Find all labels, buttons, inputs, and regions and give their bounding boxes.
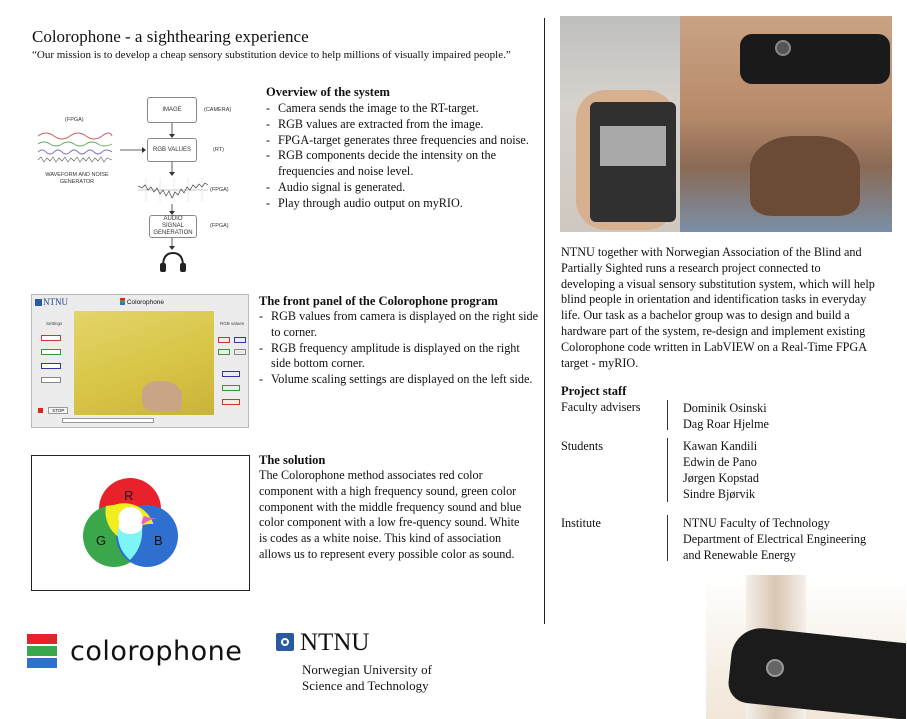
rgb-venn-diagram <box>31 455 250 591</box>
front-panel-heading: The front panel of the Colorophone program <box>259 294 498 308</box>
fpga-mid-tag: (FPGA) <box>210 187 229 193</box>
spectrum-icon <box>138 176 208 204</box>
volume-red-control <box>41 335 61 341</box>
list-item: - RGB components decide the intensity on the frequencies and noise level. <box>266 148 536 180</box>
staff-divider <box>667 438 668 502</box>
stop-icon <box>38 408 43 413</box>
front-panel-list <box>259 309 539 388</box>
staff-heading: Project staff <box>561 384 627 398</box>
role-institute: Institute <box>561 516 601 530</box>
staff-name: Kawan Kandili <box>683 439 758 453</box>
volume-white-control <box>41 377 61 383</box>
list-item: - FPGA-target generates three frequencies and noise. <box>266 133 536 149</box>
panel-app-title: Colorophone <box>120 298 164 306</box>
rgb-values-box: RGB VALUES <box>147 138 197 162</box>
solution-section <box>259 453 525 563</box>
staff-name: Dag Roar Hjelme <box>683 417 769 431</box>
staff-divider <box>667 400 668 430</box>
staff-name: NTNU Faculty of Technology <box>683 516 830 530</box>
rt-tag: (RT) <box>213 147 224 153</box>
label-b: B <box>154 533 163 548</box>
ntnu-logo-icon <box>276 633 294 651</box>
stop-button: STOP <box>38 407 68 414</box>
page-title: Colorophone - a sighthearing experience <box>32 27 309 46</box>
institute-names <box>683 515 866 563</box>
ntnu-square-icon <box>35 299 42 306</box>
ntnu-logo-text: NTNU <box>300 629 370 656</box>
fpga-top-tag: (FPGA) <box>65 117 84 123</box>
staff-name: Sindre Bjørvik <box>683 487 756 501</box>
amp-red-display <box>222 399 240 405</box>
list-item: - RGB frequency amplitude is displayed on the right side bottom corner. <box>259 341 539 373</box>
column-divider <box>544 18 545 624</box>
staff-name: Dominik Osinski <box>683 401 767 415</box>
front-panel-section <box>259 294 539 388</box>
overview-heading: Overview of the system <box>266 85 390 99</box>
headphones-icon <box>158 250 188 274</box>
label-r: R <box>124 488 134 503</box>
list-item: - RGB values from camera is displayed on the right side to corner. <box>259 309 539 341</box>
label-g: G <box>96 533 107 548</box>
device-camera-icon <box>766 659 784 677</box>
list-item: - Audio signal is generated. <box>266 180 536 196</box>
image-box: IMAGE <box>147 97 197 123</box>
waveform-label: WAVEFORM AND NOISE GENERATOR <box>45 172 109 185</box>
camera-feed <box>74 311 214 415</box>
project-description: NTNU together with Norwegian Association of the Blind and Partially Sighted runs a research project connected to developing a visual sensory substitution system, which will help blind people in orientation and identification tasks in everyday life. Our task as a bachelor group was to design and build a hardware part of the system, re-design and implement existing Colorophone code written in LabVIEW on a Real-Time FPGA target - myRIO. <box>561 245 875 370</box>
staff-divider <box>667 515 668 561</box>
amp-green-display <box>222 385 240 391</box>
solution-heading: The solution <box>259 453 326 467</box>
rgb-white-display <box>234 349 246 355</box>
panel-rgb-values-label: RGB values <box>220 321 245 326</box>
staff-name: and Renewable Energy <box>683 548 796 562</box>
mission-statement: “Our mission is to develop a cheap sensory substitution device to help millions of visually impaired people.” <box>32 49 511 61</box>
fpga-bottom-tag: (FPGA) <box>210 223 229 229</box>
rgb-green-display <box>218 349 230 355</box>
role-faculty: Faculty advisers <box>561 400 641 414</box>
goggles-camera-icon <box>775 40 791 56</box>
beard <box>750 136 860 216</box>
person-with-device-photo <box>560 16 892 232</box>
panel-ntnu-logo: NTNU <box>35 297 68 307</box>
colorophone-logo-icon <box>27 634 57 670</box>
rgb-blue-display <box>234 337 246 343</box>
ntnu-subtitle: Norwegian University of Science and Technology <box>302 662 432 693</box>
myrio-label <box>600 126 666 166</box>
list-item: - Camera sends the image to the RT-target. <box>266 101 536 117</box>
path-indicator <box>62 418 154 423</box>
camera-feed-hand <box>142 381 182 411</box>
colorophone-mini-icon <box>120 298 125 305</box>
role-students: Students <box>561 439 603 453</box>
list-item: - RGB values are extracted from the image. <box>266 117 536 133</box>
device-closeup-photo <box>706 575 906 719</box>
staff-name: Edwin de Pano <box>683 455 757 469</box>
faculty-names <box>683 400 769 432</box>
rgb-circles <box>32 456 249 590</box>
list-item: - Volume scaling settings are displayed on the left side. <box>259 372 539 388</box>
audio-generation-box: AUDIO SIGNAL GENERATION <box>149 215 197 238</box>
colorophone-logo-text: colorophone <box>70 636 243 667</box>
staff-name: Department of Electrical Engineering <box>683 532 867 546</box>
list-item: - Play through audio output on myRIO. <box>266 196 536 212</box>
solution-text: The Colorophone method associates red color component with a high frequency sound, green color component with the middle frequency sound and blue color component with a low fre-quency sound. White is codes as a white noise. This kind of association allows us to represent every possible color as sound. <box>259 468 522 561</box>
panel-settings-label: Settings <box>46 321 63 326</box>
goggles <box>740 34 890 84</box>
volume-blue-control <box>41 363 61 369</box>
overview-list <box>266 101 536 212</box>
rgb-red-display <box>218 337 230 343</box>
volume-green-control <box>41 349 61 355</box>
front-panel-screenshot <box>31 294 249 428</box>
student-names <box>683 438 759 502</box>
camera-tag: (CAMERA) <box>204 107 232 113</box>
amp-blue-display <box>222 371 240 377</box>
overview-section <box>266 85 536 212</box>
staff-name: Jørgen Kopstad <box>683 471 759 485</box>
system-diagram <box>34 92 244 278</box>
